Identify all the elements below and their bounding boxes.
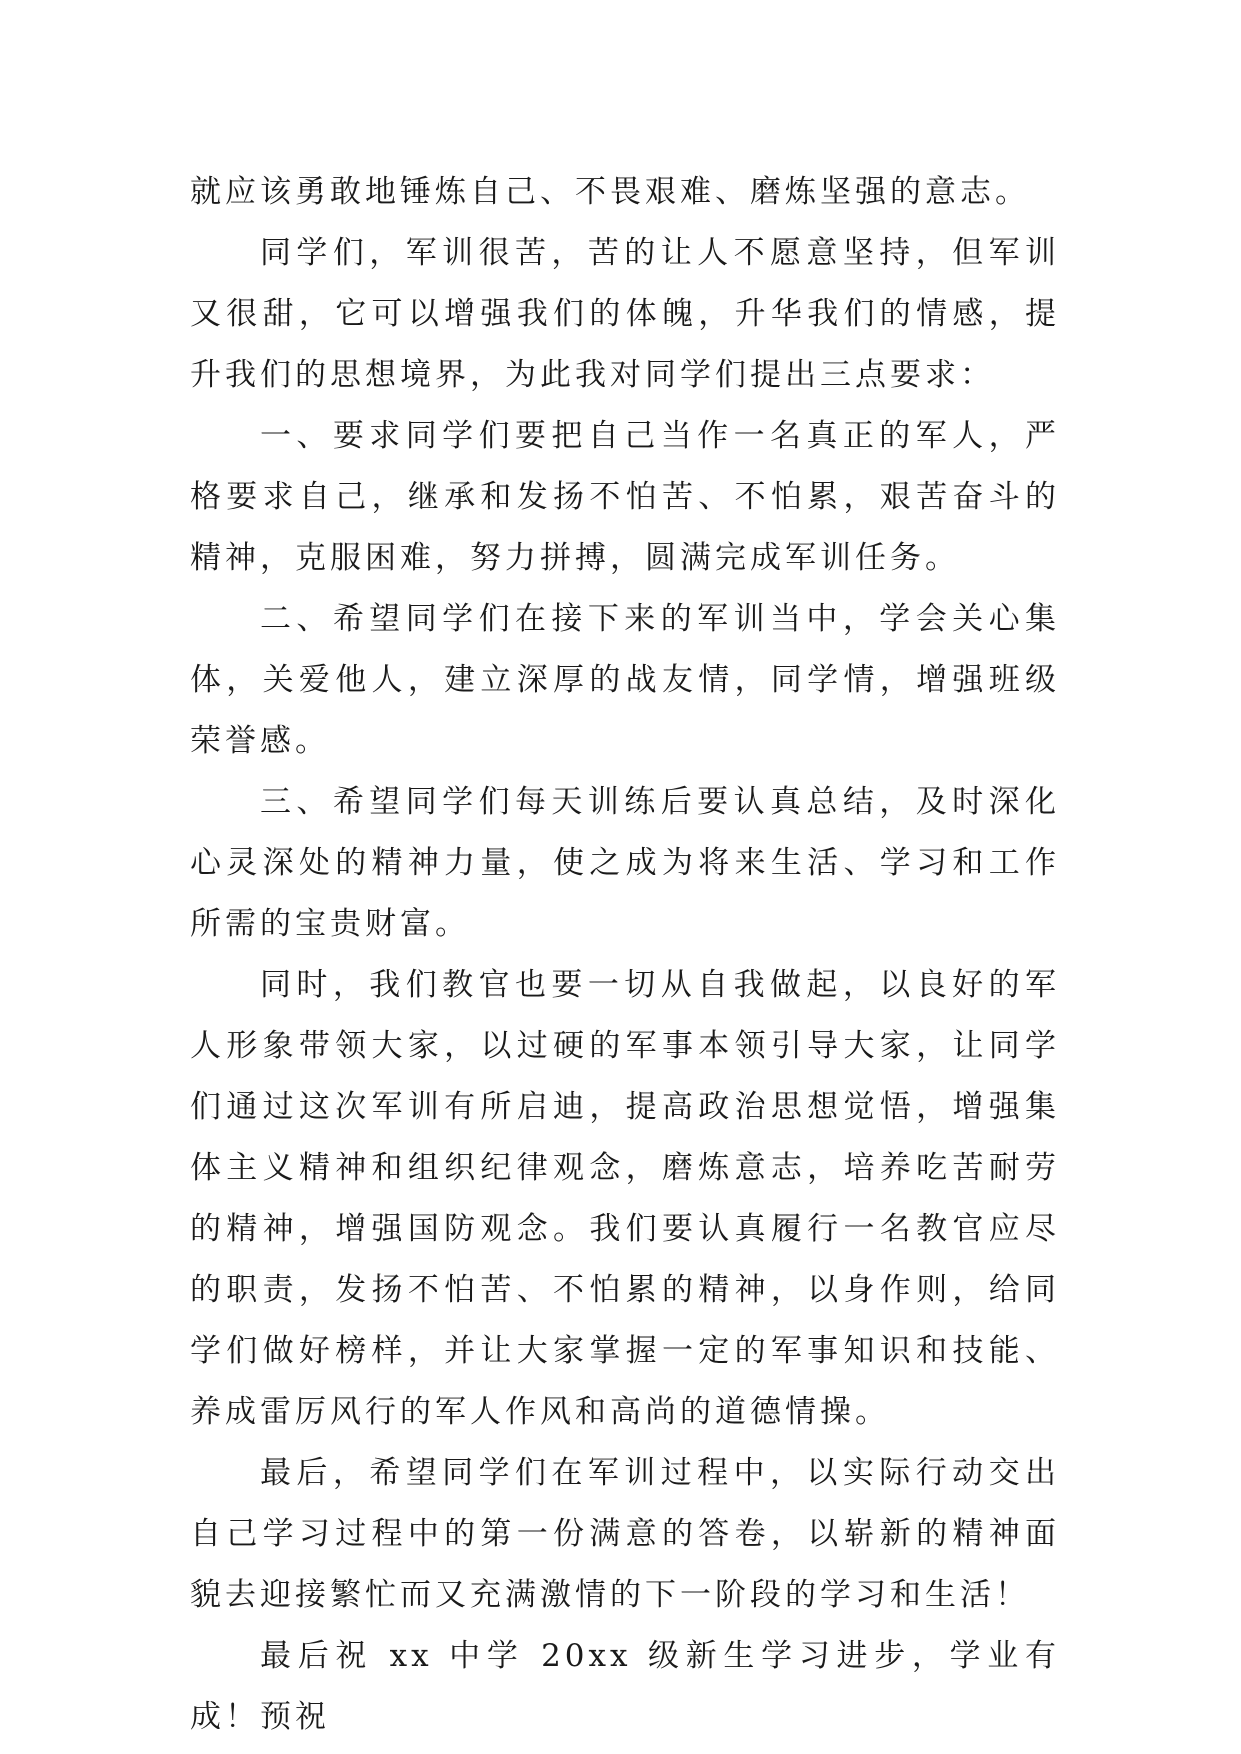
paragraph-final-wishes: 最后祝 xx 中学 20xx 级新生学习进步，学业有成！预祝 [190,1638,1060,1735]
paragraph-military-training-intro: 同学们，军训很苦，苦的让人不愿意坚持，但军训又很甜，它可以增强我们的体魄，升华我们的情感，提升我们的思想境界，为此我对同学们提出三点要求： [190,235,1060,393]
paragraph-requirement-three: 三、希望同学们每天训练后要认真总结，及时深化心灵深处的精神力量，使之成为将来生活、学习和工作所需的宝贵财富。 [190,784,1060,942]
paragraph-requirement-two: 二、希望同学们在接下来的军训当中，学会关心集体，关爱他人，建立深厚的战友情，同学情，增强班级荣誉感。 [190,601,1060,759]
paragraph-instructors: 同时，我们教官也要一切从自我做起，以良好的军人形象带领大家，以过硬的军事本领引导大家，让同学们通过这次军训有所启迪，提高政治思想觉悟，增强集体主义精神和组织纪律观念，磨炼意志，培养吃苦耐劳的精神，增强国防观念。我们要认真履行一名教官应尽的职责，发扬不怕苦、不怕累的精神，以身作则，给同学们做好榜样，并让大家掌握一定的军事知识和技能、养成雷厉风行的军人作风和高尚的道德情操。 [190,967,1060,1430]
paragraph-continuation: 就应该勇敢地锤炼自己、不畏艰难、磨炼坚强的意志。 [190,174,1030,210]
paragraph-requirement-one: 一、要求同学们要把自己当作一名真正的军人，严格要求自己，继承和发扬不怕苦、不怕累，艰苦奋斗的精神，克服困难，努力拼搏，圆满完成军训任务。 [190,418,1060,576]
paragraph-closing-hope: 最后，希望同学们在军训过程中，以实际行动交出自己学习过程中的第一份满意的答卷，以崭新的精神面貌去迎接繁忙而又充满激情的下一阶段的学习和生活！ [190,1455,1060,1613]
document-body [190,162,1060,1748]
